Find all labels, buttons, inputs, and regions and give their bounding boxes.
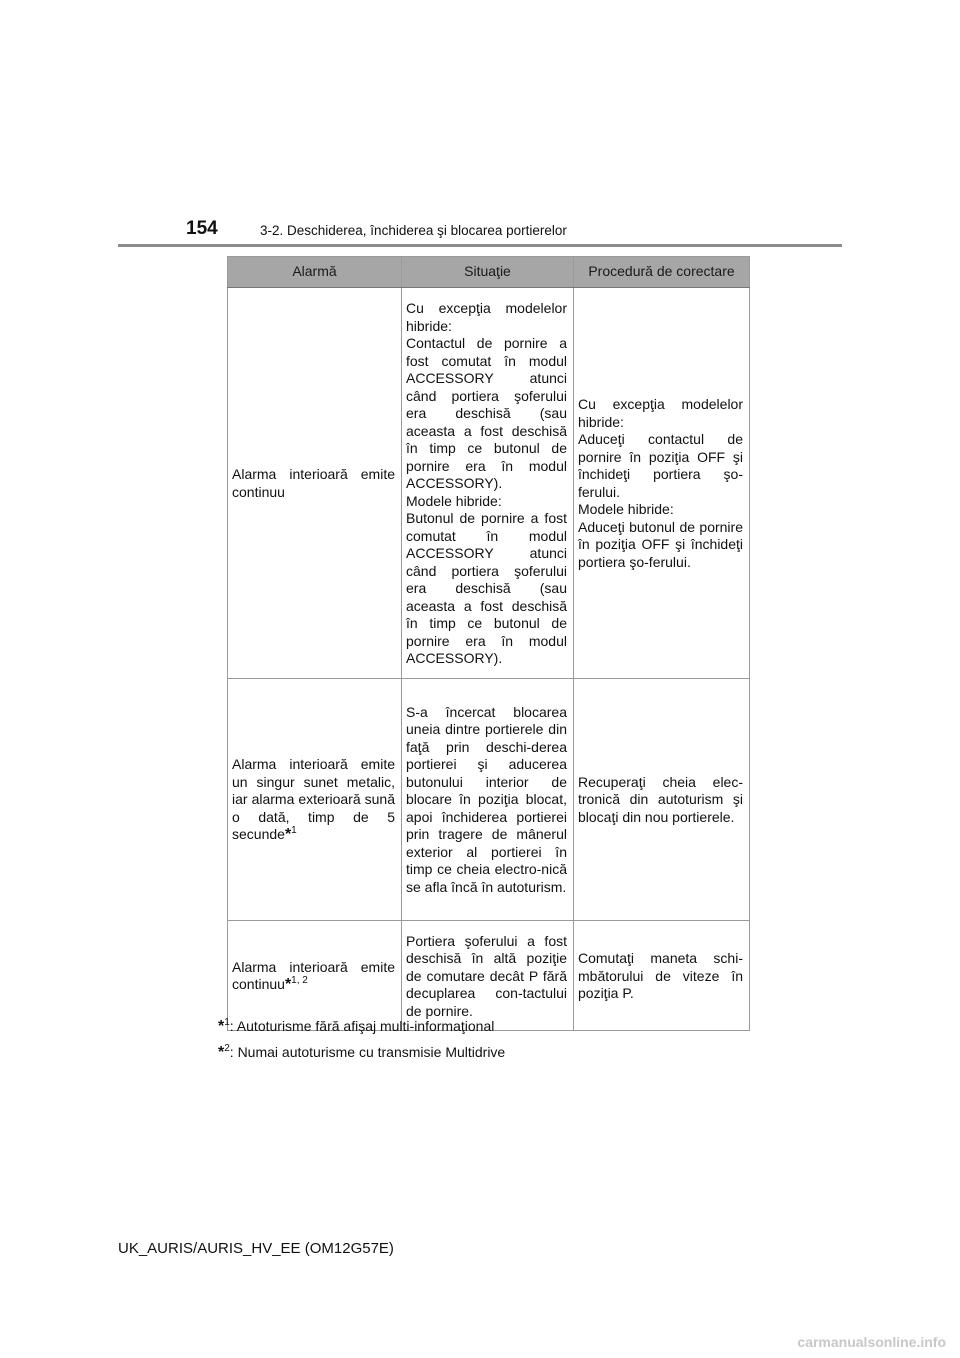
column-header-situation: Situaţie [402, 257, 574, 288]
alarm-text: Alarma interioară emite continuu [232, 466, 395, 500]
footnote-asterisk: * [284, 826, 292, 844]
alarm-text: Alarma interioară emite un singur sunet metalic, iar alarma exterioară sună o dată, timp de 5 secunde [232, 756, 395, 843]
footnotes [218, 1018, 505, 1070]
footnote-asterisk: * [284, 976, 292, 994]
section-title: 3-2. Deschiderea, închiderea şi blocarea portierelor [260, 223, 567, 238]
page-header [186, 214, 842, 246]
alarm-cell [228, 920, 402, 1031]
column-header-alarm: Alarmă [228, 257, 402, 288]
document-code: UK_AURIS/AURIS_HV_EE (OM12G57E) [118, 1240, 394, 1257]
footnote-asterisk: * [218, 1018, 225, 1035]
column-header-procedure: Procedură de corectare [574, 257, 750, 288]
table-row [228, 678, 750, 920]
alarm-cell [228, 678, 402, 920]
watermark[interactable]: carmanualsonline.info [797, 1334, 946, 1350]
alarm-cell [228, 288, 402, 679]
situation-cell: Portiera şoferului a fost deschisă în altă poziţie de comutare decât P fără decuplarea con-tactului de pornire. [402, 920, 574, 1031]
situation-cell: S-a încercat blocarea uneia dintre portierele din faţă prin deschi-derea portierei şi aducerea butonului interior de blocare în poziţia blocat, apoi închiderea portierei prin tragere de mânerul exterior al portierei în timp ce cheia electro-nică se afla încă în autoturism. [402, 678, 574, 920]
procedure-cell: Comutaţi maneta schi-mbătorului de viteze în poziţia P. [574, 920, 750, 1031]
table-header-row [228, 257, 750, 288]
header-divider [118, 244, 842, 247]
footnote-text: : Numai autoturisme cu transmisie Multidrive [229, 1044, 506, 1060]
procedure-cell: Recuperaţi cheia elec-tronică din autoturism şi blocaţi din nou portierele. [574, 678, 750, 920]
footnote-mark: 1 [224, 1017, 230, 1028]
footnote-ref: 1 [291, 825, 297, 837]
footnote-mark: 2 [224, 1043, 230, 1054]
table-row [228, 288, 750, 679]
procedure-cell: Cu excepţia modelelor hibride: Aduceţi contactul de pornire în poziţia OFF şi închideţi portiera şo-ferului. Modele hibride: Aduceţi butonul de pornire în poziţia OFF şi închideţi portiera şo-ferului. [574, 288, 750, 679]
page-number: 154 [186, 218, 218, 239]
situation-cell: Cu excepţia modelelor hibride: Contactul de pornire a fost comutat în modul ACCESSORY atunci când portiera şoferului era deschisă (sau aceasta a fost deschisă în timp ce butonul de pornire era în modul ACCESSORY). Modele hibride: Butonul de pornire a fost comutat în modul ACCESSORY atunci când portiera şoferului era deschisă (sau aceasta a fost deschisă în timp ce butonul de pornire era în modul ACCESSORY). [402, 288, 574, 679]
footnote-asterisk: * [218, 1044, 225, 1061]
footnote-text: : Autoturisme fără afişaj multi-informaţional [229, 1018, 495, 1034]
alarm-table [227, 256, 750, 1031]
footnote-1 [218, 1018, 505, 1034]
footnote-2 [218, 1044, 505, 1060]
table-row [228, 920, 750, 1031]
alarm-text: Alarma interioară emite continuu [232, 958, 395, 993]
footnote-ref: 1, 2 [291, 975, 308, 987]
